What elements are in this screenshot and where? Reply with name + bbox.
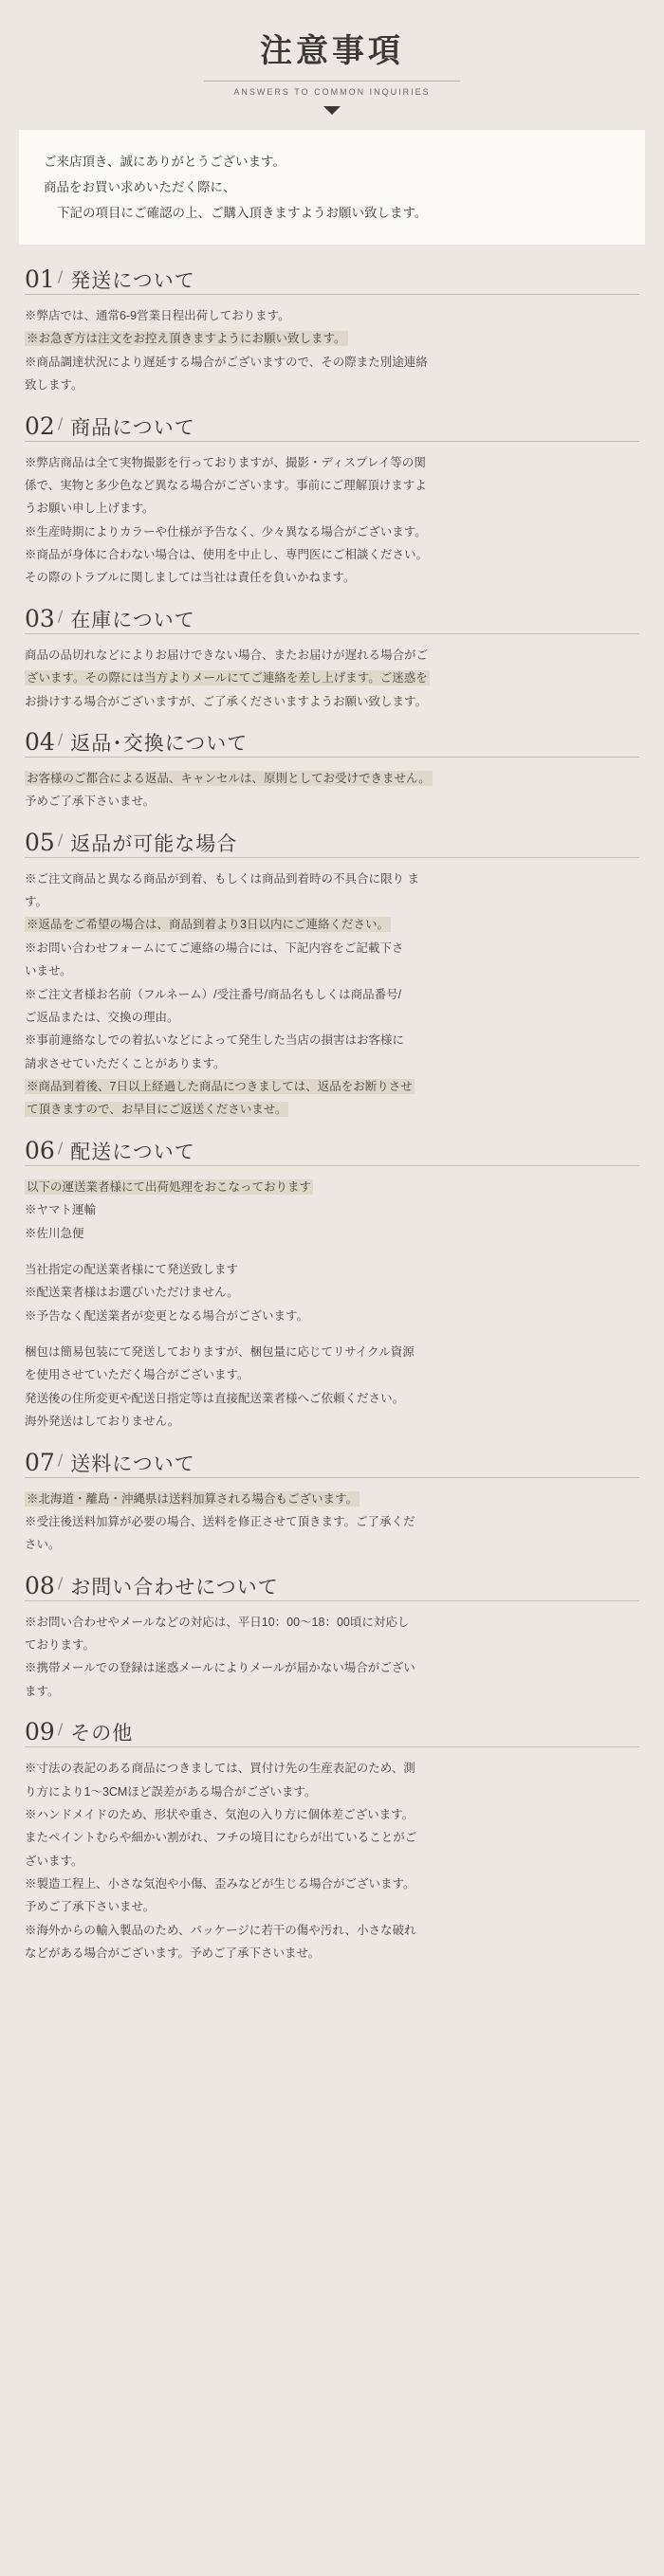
intro-line-3: 下記の項目にご確認の上、ご購入頂きますようお願い致します。 (57, 206, 428, 220)
down-arrow-icon (323, 106, 341, 115)
body-text: す。 (25, 895, 48, 908)
section (0, 604, 664, 713)
body-text: 予めご了承下さいませ。 (25, 1900, 156, 1914)
body-line (25, 1052, 639, 1075)
body-line (25, 304, 639, 327)
body-text: 係で、実物と多少色など異なる場合がございます。事前にご理解頂けますよ (25, 478, 427, 492)
body-text: ております。 (25, 1638, 96, 1652)
section-body (25, 1488, 639, 1557)
section-header (25, 411, 639, 442)
highlighted-text: て頂きますので、お早目にご返送くださいませ。 (27, 1103, 287, 1117)
section-title: 返品が可能な場合 (70, 832, 238, 855)
body-line (25, 1176, 639, 1198)
body-text: などがある場合がございます。予めご了承下さいませ。 (25, 1946, 321, 1961)
section-header (25, 1720, 639, 1747)
body-text: ※商品が身体に合わない場合は、使用を中止し、専門医にご相談ください。 (25, 548, 429, 561)
body-line (25, 937, 639, 959)
body-text: り方により1～3CMほど誤差がある場合がございます。 (25, 1784, 317, 1799)
body-line (25, 1680, 639, 1703)
body-line (25, 1363, 639, 1386)
body-text: お掛けする場合がございますが、ご了承くださいますようお願い致します。 (25, 694, 428, 708)
body-text: 梱包は簡易包装にて発送しておりますが、梱包量に応じてリサイクル資源 (25, 1345, 415, 1359)
section (0, 1720, 664, 1964)
paragraph-gap (25, 1245, 639, 1258)
sections-container (0, 267, 664, 1965)
body-text: ※製造工程上、小さな気泡や小傷、歪みなどが生じる場合がございます。 (25, 1877, 415, 1891)
body-text: またペイントむらや細かい割がれ、フチの境目にむらが出ていることがご (25, 1831, 417, 1845)
body-text: 商品の品切れなどによりお届けできない場合、またお届けが遅れる場合がご (25, 648, 429, 662)
body-line (25, 1410, 639, 1433)
body-line (25, 1850, 639, 1873)
body-text: ※お問い合わせフォームにてご連絡の場合には、下記内容をご記載下さ (25, 941, 404, 955)
body-line (25, 451, 639, 474)
body-line (25, 868, 639, 890)
section-slash: / (57, 1573, 64, 1592)
section-header (25, 1448, 639, 1478)
section-number: 07 (25, 1448, 55, 1476)
section (0, 1571, 664, 1704)
body-text: ご返品または、交換の理由。 (25, 1010, 179, 1024)
body-line (25, 1305, 639, 1327)
highlighted-text: 以下の運送業者様にて出荷処理をおこなっております (27, 1179, 312, 1194)
section-slash: / (57, 830, 64, 849)
body-line (25, 790, 639, 813)
section-number: 08 (25, 1571, 55, 1599)
body-line (25, 1533, 639, 1556)
body-text: ※商品調達状況により遅延する場合がございますので、その際また別途連絡 (25, 355, 428, 369)
body-line (25, 1919, 639, 1942)
body-line (25, 1634, 639, 1656)
section (0, 1448, 664, 1557)
section-body (25, 868, 639, 1122)
section-header (25, 604, 639, 634)
body-text: 予めご了承下さいませ。 (25, 795, 156, 809)
body-line (25, 1006, 639, 1029)
section-header (25, 1571, 639, 1601)
section (0, 727, 664, 813)
body-line (25, 1488, 639, 1510)
body-line (25, 1029, 639, 1051)
section (0, 828, 664, 1122)
intro-line-1: ご来店頂き、誠にありがとうございます。 (44, 155, 286, 169)
body-text: ※弊店商品は全て実物撮影を行っておりますが、撮影・ディスプレイ等の関 (25, 455, 426, 469)
body-text: ※配送業者様はお選びいただけません。 (25, 1286, 239, 1300)
section-title: 返品･交換について (70, 732, 249, 755)
body-line (25, 497, 639, 520)
body-line (25, 959, 639, 982)
section-body (25, 304, 639, 397)
body-line (25, 890, 639, 913)
body-line (25, 1222, 639, 1245)
highlighted-text: お客様のご都合による返品、キャンセルは、原則としてお受けできません。 (27, 771, 431, 785)
body-line (25, 1198, 639, 1221)
body-text: ※ご注文者様お名前（フルネーム）/受注番号/商品名もしくは商品番号/ (25, 987, 402, 1001)
body-text: ※お問い合わせやメールなどの対応は、平日10：00～18：00頃に対応し (25, 1615, 410, 1629)
body-line (25, 1781, 639, 1803)
section-title: お問い合わせについて (70, 1576, 279, 1599)
section-header (25, 1136, 639, 1166)
highlighted-text: ※お急ぎ方は注文をお控え頂きますようにお願い致します。 (27, 332, 346, 346)
body-text: ※寸法の表記のある商品につきましては、買付け先の生産表記のため、測 (25, 1762, 415, 1776)
section-slash: / (57, 606, 64, 625)
section (0, 411, 664, 590)
highlighted-text: ざいます。その際には当方よりメールにてご連絡を差し上げます。ご迷惑を (27, 671, 428, 685)
body-line (25, 913, 639, 936)
body-line (25, 474, 639, 497)
section-number: 02 (25, 411, 55, 440)
section-slash: / (57, 267, 64, 285)
section-body (25, 1611, 639, 1704)
body-text: 海外発送はしておりません。 (25, 1415, 180, 1429)
body-line (25, 690, 639, 713)
body-line (25, 1341, 639, 1363)
body-text: 発送後の住所変更や配送日指定等は直接配送業者様へご依頼ください。 (25, 1391, 405, 1405)
section-number: 04 (25, 727, 55, 756)
body-text: ※佐川急便 (25, 1226, 84, 1240)
body-text: ※ハンドメイドのため、形状や重さ、気泡の入り方に個体差ございます。 (25, 1807, 415, 1821)
section-title: 送料について (70, 1452, 195, 1475)
section-slash: / (57, 1450, 64, 1469)
intro-line-2: 商品をお買い求めいただく際に、 (44, 180, 236, 194)
body-line (25, 1757, 639, 1780)
section-body (25, 1176, 639, 1434)
body-line (25, 1803, 639, 1826)
highlighted-text: ※商品到着後、7日以上経過した商品につきましては、返品をお断りさせ (27, 1080, 413, 1093)
body-text: 請求させていただくことがあります。 (25, 1056, 226, 1070)
body-line (25, 1611, 639, 1634)
page-title: 注意事項 (260, 32, 404, 70)
section-slash: / (57, 729, 64, 748)
section-number: 06 (25, 1136, 55, 1164)
section-body (25, 767, 639, 813)
paragraph-gap (25, 1327, 639, 1341)
header-divider (204, 81, 460, 82)
section-title: その他 (70, 1723, 134, 1745)
body-line (25, 1873, 639, 1895)
body-text: その際のトラブルに関しましては当社は責任を負いかねます。 (25, 571, 356, 585)
section-number: 09 (25, 1718, 55, 1746)
body-text: いませ。 (25, 964, 72, 978)
body-line (25, 351, 639, 374)
body-text: ※弊店では、通常6-9営業日程出荷しております。 (25, 309, 290, 322)
body-text: ※生産時期によりカラーや仕様が予告なく、少々異なる場合がございます。 (25, 524, 427, 539)
body-line (25, 1098, 639, 1121)
body-text: うお願い申し上げます。 (25, 502, 155, 516)
body-line (25, 1075, 639, 1098)
section-slash: / (57, 1138, 64, 1157)
body-line (25, 543, 639, 566)
body-line (25, 521, 639, 543)
page-subtitle: ANSWERS TO COMMON INQUIRIES (233, 87, 431, 97)
section-body (25, 1757, 639, 1964)
body-text: ※海外からの輸入製品のため、パッケージに若干の傷や汚れ、小さな破れ (25, 1923, 416, 1937)
body-line (25, 327, 639, 350)
section-number: 03 (25, 604, 55, 632)
body-text: 当社指定の配送業者様にて発送致します (25, 1262, 239, 1276)
section-body (25, 451, 639, 590)
body-text: ※予告なく配送業者が変更となる場合がございます。 (25, 1308, 309, 1323)
section-header (25, 828, 639, 858)
body-line (25, 1826, 639, 1849)
body-text: ざいます。 (25, 1854, 83, 1868)
body-text: 致します。 (25, 378, 83, 393)
section-title: 在庫について (70, 609, 195, 631)
body-line (25, 1281, 639, 1304)
section-title: 配送について (70, 1141, 195, 1163)
section-title: 発送について (70, 270, 195, 292)
section (0, 267, 664, 397)
section (0, 1136, 664, 1434)
section-header (25, 727, 639, 758)
body-line (25, 1942, 639, 1964)
body-text: ※ヤマト運輸 (25, 1203, 97, 1217)
section-header (25, 267, 639, 295)
body-text: ※携帯メールでの登録は迷惑メールによりメールが届かない場合がござい (25, 1661, 415, 1675)
body-line (25, 767, 639, 790)
section-slash: / (57, 1720, 64, 1739)
section-number: 05 (25, 828, 55, 856)
body-line (25, 374, 639, 396)
body-line (25, 1258, 639, 1281)
page-header (0, 0, 664, 115)
highlighted-text: ※北海道・離島・沖縄県は送料加算される場合もございます。 (27, 1491, 359, 1506)
section-title: 商品について (70, 416, 195, 439)
body-text: ます。 (25, 1684, 60, 1698)
body-line (25, 1510, 639, 1533)
body-text: を使用させていただく場合がございます。 (25, 1368, 249, 1382)
body-text: ※受注後送料加算が必要の場合、送料を修正させて頂きます。ご了承くだ (25, 1514, 415, 1528)
section-body (25, 644, 639, 713)
body-line (25, 644, 639, 667)
body-line (25, 667, 639, 689)
body-line (25, 566, 639, 589)
section-slash: / (57, 413, 64, 432)
body-text: さい。 (25, 1538, 61, 1552)
highlighted-text: ※返品をご希望の場合は、商品到着より3日以内にご連絡ください。 (27, 918, 389, 932)
body-text: ※ご注文商品と異なる商品が到着、もしくは商品到着時の不具合に限り ま (25, 871, 419, 886)
body-line (25, 1656, 639, 1679)
body-text: ※事前連絡なしでの着払いなどによって発生した当店の損害はお客様に (25, 1033, 405, 1048)
section-number: 01 (25, 265, 55, 293)
body-line (25, 1895, 639, 1918)
body-line (25, 1387, 639, 1410)
body-line (25, 983, 639, 1006)
intro-box (19, 130, 645, 245)
